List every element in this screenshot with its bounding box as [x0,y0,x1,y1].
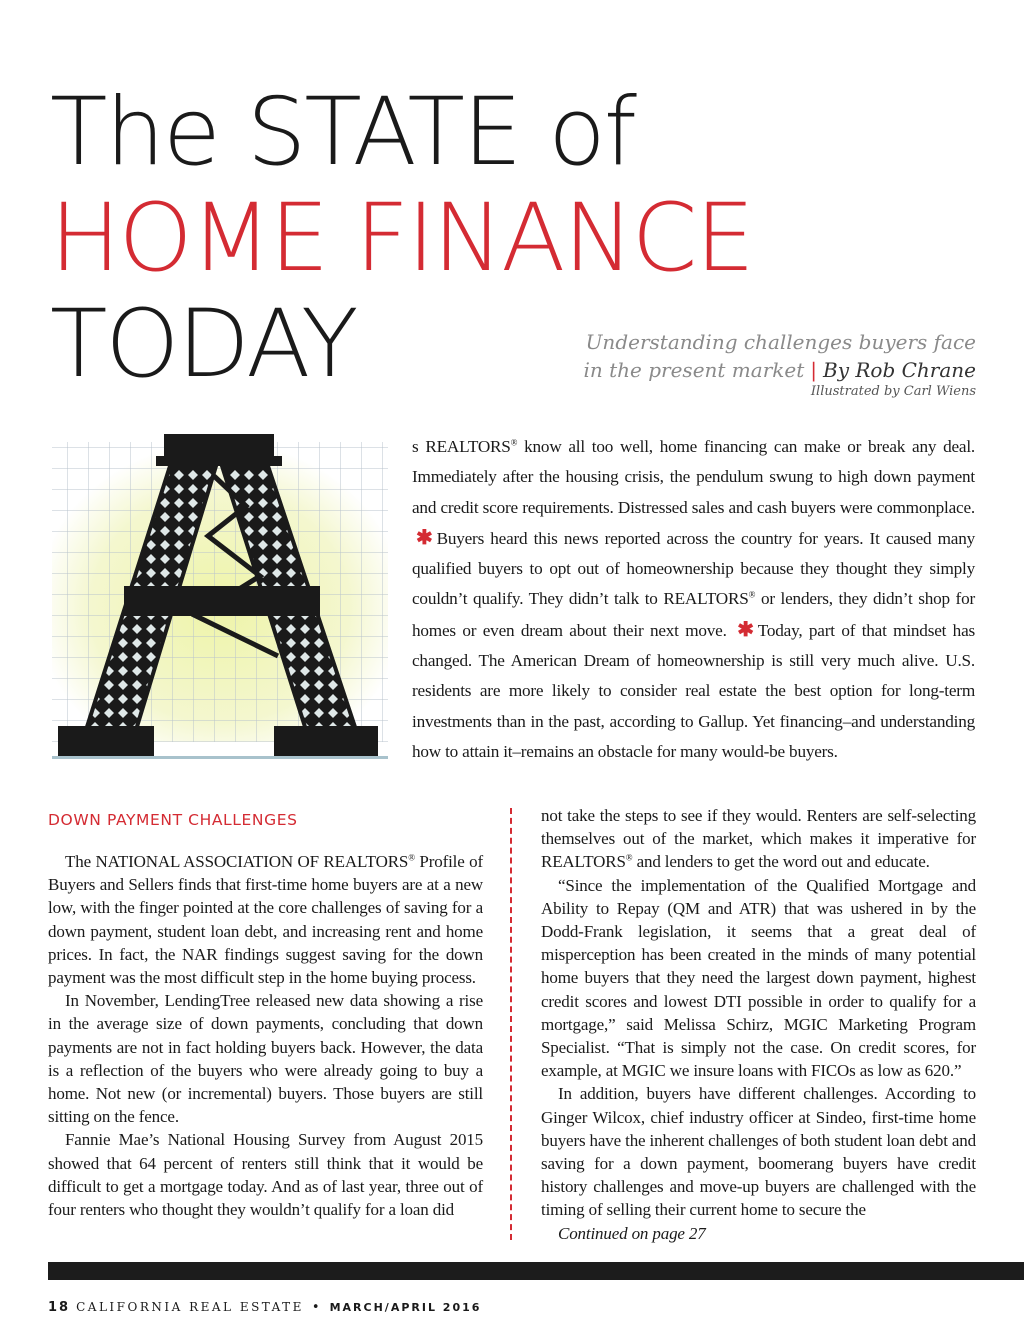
column-divider [510,808,512,1240]
right-paragraph-3: In addition, buyers have different challenges. According to Ginger Wilcox, chief industry officer at Sindeo, first-time home buyers have the inherent challenges of both student loan debt and saving for a down payment, boomerang buyers have credit history challenges and move-up buyers are challenged with the timing of selling their current home to secure the [541,1084,976,1220]
left-paragraph-1 [48,850,483,989]
subtitle-line-1: Understanding challenges buyers face [585,330,976,354]
intro-text-3: Today, part of that mindset has changed. The American Dream of homeownership is still very much alive. U.S. residents are more likely to consider real estate the best option for long-term investments than in the past, according to Gallup. Yet financing–and understanding how to attain it–remains an obstacle for many would-be buyers. [412,620,975,761]
footer-rule [48,1262,1024,1280]
illustrator-credit: Illustrated by Carl Wiens [810,384,976,399]
intro-text-2b: or lenders, they didn’t shop for homes or even dream about their next move. [412,589,975,640]
left-paragraph-2: In November, LendingTree released new data showing a rise in the average size of down payments, concluding that down payments are not in fact holding buyers back. However, the data is a reflection of the buyers who were already going to buy a home. Not new (or incremental) buyers. Those buyers are still sitting on the fence. [48,991,483,1127]
left-text-1a: The NATIONAL ASSOCIATION OF REALTORS [65,852,409,871]
right-text-1a: not take the steps to see if they would. Renters are self-selecting themselves out of the market, which makes it imperative for REALTORS [541,806,976,872]
intro-text-1b: know all too well, home financing can make or break any deal. Immediately after the housing crisis, the pendulum swung to high down payment and credit score requirements. Distressed sales and cash buyers were commonplace. [412,437,975,517]
subtitle-line-2: in the present market [583,358,805,382]
intro-text-2a: Buyers heard this news reported across the country for years. It caused many qualified buyers to opt out of homeownership because they thought they simply couldn’t qualify. They didn’t talk to REALTORS [412,528,975,609]
subtitle [516,328,976,384]
asterisk-icon: ✱ [737,618,754,641]
right-paragraph-1 [541,804,976,874]
registered-mark: ® [625,852,633,863]
left-text-1b: Profile of Buyers and Sellers finds that first-time home buyers are at a new low, with the finger pointed at the core challenges of saving for a down payment, student loan debt, and increasing rent and home prices. In fact, the NAR findings suggest saving for the down payment was the most difficult step in the home buying process. [48,852,483,988]
continued-link[interactable]: Continued on page 27 [558,1223,706,1243]
page-number: 18 [48,1300,71,1315]
registered-mark: ® [510,437,518,448]
subtitle-separator: | [810,358,817,382]
right-column [541,804,976,1245]
right-paragraph-2: “Since the implementation of the Qualified Mortgage and Ability to Repay (QM and ATR) that was ushered in by the Dodd-Frank legislation, it seems that a great deal of misperception has been created in the minds of many potential home buyers that they need the largest down payment, highest credit scores and lowest DTI possible in order to qualify for a mortgage,” said Melissa Schirz, MGIC Marketing Program Specialist. “That is simply not the case. On credit scores, for example, at MGIC we insure loans with FICOs as low as 620.” [541,875,976,1081]
drop-cap-illustration [46,426,392,776]
title-line-1: The STATE of [50,78,635,187]
right-text-1b: and lenders to get the word out and educate. [632,852,930,872]
byline: By Rob Chrane [823,358,976,382]
section-heading: DOWN PAYMENT CHALLENGES [48,811,298,829]
left-paragraph-3: Fannie Mae’s National Housing Survey from August 2015 showed that 64 percent of renters still think that it would be difficult to get a mortgage today. And as of last year, three out of four renters who thought they wouldn’t qualify for a loan did [48,1130,483,1220]
issue-date: MARCH/APRIL 2016 [329,1301,482,1314]
title-line-2: HOME FINANCE [50,184,753,293]
registered-mark: ® [748,589,756,600]
page-footer [48,1300,481,1315]
intro-text-1a: s REALTORS [412,437,511,456]
left-column [48,850,483,1221]
asterisk-icon: ✱ [416,526,433,549]
title-line-3: TODAY [50,290,357,399]
registered-mark: ® [408,852,415,863]
subtitle-line-2-wrap [516,356,976,384]
footer-bullet: • [311,1300,322,1315]
intro-paragraph [412,432,975,767]
publication-name: CALIFORNIA REAL ESTATE [76,1300,304,1314]
